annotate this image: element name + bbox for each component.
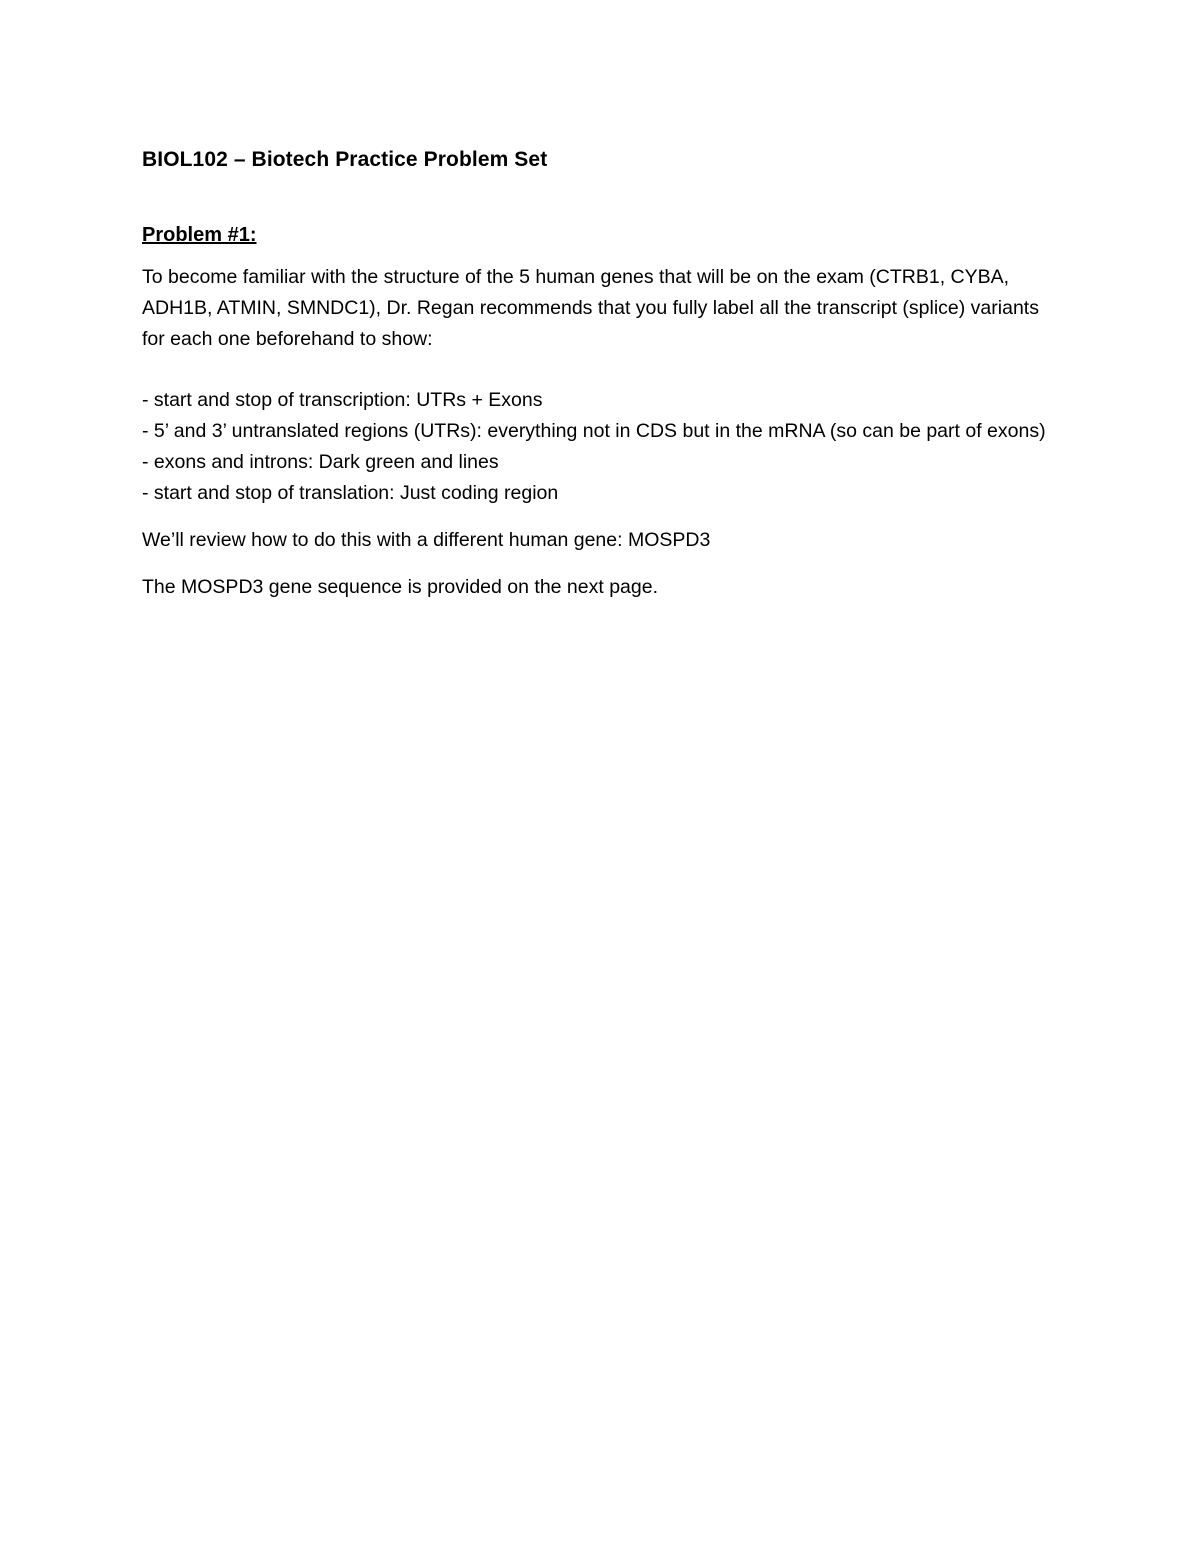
paragraph-spacer: [142, 355, 1062, 385]
problem-heading: Problem #1:: [142, 224, 257, 246]
review-paragraph: We’ll review how to do this with a different human gene: MOSPD3: [142, 529, 711, 551]
intro-paragraph: To become familiar with the structure of the 5 human genes that will be on the exam (CTRB1, CYBA, ADH1B, ATMIN, SMNDC1), Dr. Regan recommends that you fully label all the transcript (splice) variants for each one beforehand to show:: [142, 266, 1039, 350]
label-requirements-list: [142, 385, 1062, 509]
list-item: - 5’ and 3’ untranslated regions (UTRs): everything not in CDS but in the mRNA (so can be part of exons): [142, 420, 1046, 442]
list-item: - exons and introns: Dark green and lines: [142, 451, 499, 473]
list-item: - start and stop of transcription: UTRs + Exons: [142, 389, 543, 411]
document-body: [142, 146, 1062, 603]
list-item: - start and stop of translation: Just coding region: [142, 482, 559, 504]
document-title: BIOL102 – Biotech Practice Problem Set: [142, 148, 548, 171]
next-page-paragraph: The MOSPD3 gene sequence is provided on the next page.: [142, 576, 658, 598]
